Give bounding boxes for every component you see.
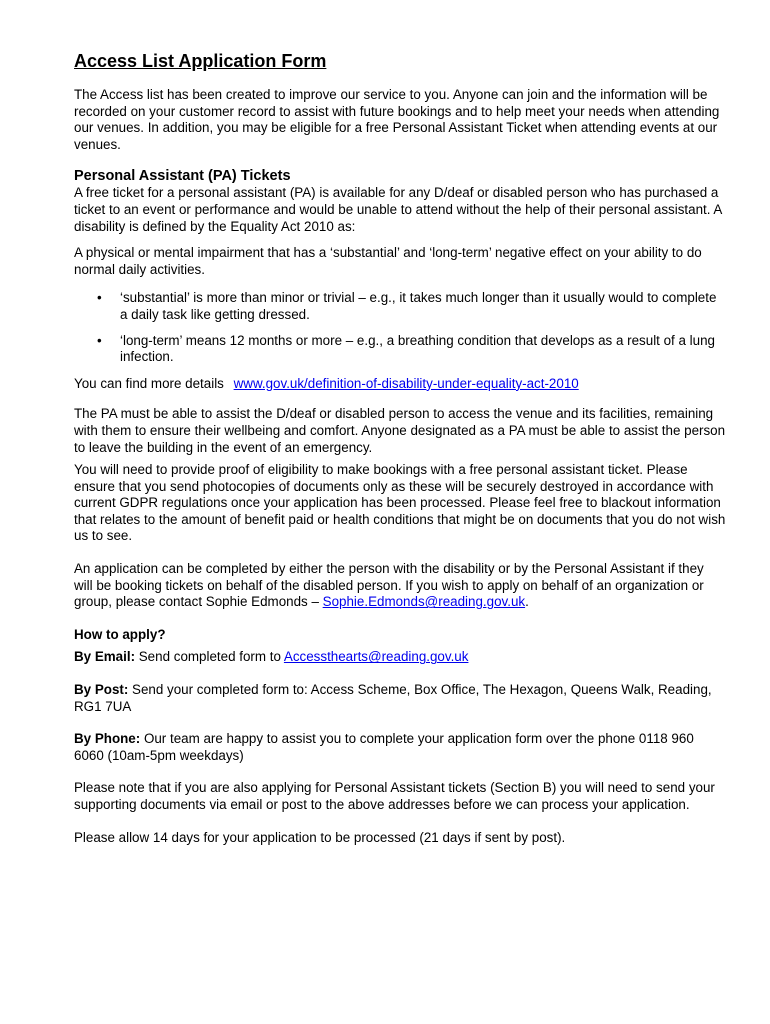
disability-definition-link[interactable]: www.gov.uk/definition-of-disability-under-equality-act-2010 [233, 375, 579, 391]
pa-tickets-heading: Personal Assistant (PA) Tickets [74, 168, 291, 185]
pa-paragraph-4: You will need to provide proof of eligibility to make bookings with a free personal assistant ticket. Please ensure that you send photocopies of documents only as these will be securely destroyed in accordance with current GDPR regulations once your application has been processed. Please feel free to blackout information that relates to the amount of benefit paid or health conditions that might be on documents that you do not wish us to see. [74, 462, 726, 544]
phone-text: Our team are happy to assist you to complete your application form over the phone 0118 960 6060 (10am-5pm weekdays) [74, 731, 694, 763]
pa-paragraph-5 [74, 561, 726, 611]
bullet-icon: • [97, 332, 102, 348]
bullet-icon: • [97, 290, 102, 306]
intro-paragraph: The Access list has been created to improve our service to you. Anyone can join and the information will be recorded on your customer record to assist with future bookings and to help meet your needs when attending our venues. In addition, you may be eligible for a free Personal Assistant Ticket when attending events at our venues. [74, 87, 720, 152]
pa-paragraph-3: The PA must be able to assist the D/deaf or disabled person to access the venue and its facilities, remaining with them to ensure their wellbeing and comfort. Anyone designated as a PA must be able to assist the person to leave the building in the event of an emergency. [74, 406, 726, 455]
list-item-text: ‘long-term’ means 12 months or more – e.g., a breathing condition that develops as a result of a lung infection. [120, 332, 715, 365]
document-page [74, 50, 726, 846]
apply-by-email [74, 649, 726, 666]
supporting-documents-note: Please note that if you are also applying for Personal Assistant tickets (Section B) you will need to send your supporting documents via email or post to the above addresses before we can process your application. [74, 780, 715, 812]
post-text: Send your completed form to: Access Scheme, Box Office, The Hexagon, Queens Walk, Reading, RG1 7UA [74, 682, 712, 714]
page-title: Access List Application Form [74, 51, 327, 71]
contact-email-link[interactable]: Sophie.Edmonds@reading.gov.uk [322, 594, 526, 610]
list-item [74, 333, 726, 366]
disability-definition: A physical or mental impairment that has a ‘substantial’ and ‘long-term’ negative effect on your ability to do normal daily activities. [74, 245, 702, 277]
how-to-apply-heading: How to apply? [74, 626, 166, 642]
apply-by-post [74, 682, 726, 715]
email-label: By Email: [74, 649, 136, 665]
access-email-link[interactable]: Accessthearts@reading.gov.uk [283, 649, 469, 665]
list-item-text: ‘substantial’ is more than minor or trivial – e.g., it takes much longer than it usually would to complete a daily task like getting dressed. [120, 290, 717, 322]
email-text: Send completed form to [135, 649, 284, 665]
pa-paragraph-5-end: . [525, 594, 529, 610]
details-line [74, 376, 726, 393]
pa-paragraph-5-text: An application can be completed by either the person with the disability or by the Personal Assistant if they will be booking tickets on behalf of the disabled person. If you wish to apply on behalf of an organization or group, please contact Sophie Edmonds – [74, 561, 704, 610]
list-item [74, 290, 726, 323]
details-prefix: You can find more details [74, 375, 224, 391]
post-label: By Post: [74, 682, 129, 698]
phone-label: By Phone: [74, 731, 141, 747]
apply-by-phone [74, 731, 726, 764]
processing-time-note: Please allow 14 days for your application to be processed (21 days if sent by post). [74, 829, 566, 845]
pa-paragraph-1: A free ticket for a personal assistant (PA) is available for any D/deaf or disabled person who has purchased a ticket to an event or performance and would be unable to attend without the help of their personal assistant. A disability is defined by the Equality Act 2010 as: [74, 185, 722, 234]
definition-list [74, 290, 726, 365]
